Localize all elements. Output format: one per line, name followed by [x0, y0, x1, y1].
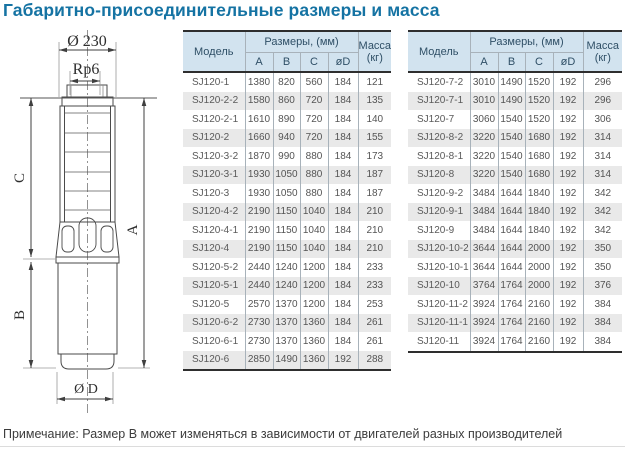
value-cell: 192 — [553, 203, 583, 222]
value-cell: 173 — [358, 147, 391, 166]
value-cell: 1540 — [498, 129, 525, 148]
col-header-model: Модель — [408, 31, 470, 72]
table-row — [183, 129, 391, 148]
model-cell: SJ120-2-1 — [192, 113, 239, 125]
value-cell: 890 — [273, 110, 300, 129]
value-cell: 192 — [553, 221, 583, 240]
value-cell: 233 — [358, 277, 391, 296]
bottom-divider — [0, 446, 625, 447]
value-cell: 350 — [583, 258, 622, 277]
model-cell: SJ120-8 — [417, 169, 455, 181]
value-cell: 184 — [328, 129, 358, 148]
table-row — [408, 240, 622, 259]
model-cell: SJ120-6-1 — [192, 335, 239, 347]
table-row — [408, 221, 622, 240]
table-row — [183, 166, 391, 185]
value-cell: 192 — [553, 129, 583, 148]
value-cell: 2730 — [245, 332, 273, 351]
value-cell: 233 — [358, 258, 391, 277]
mass-unit: (кг) — [594, 51, 611, 64]
footnote: Примечание: Размер B может изменяться в зависимости от двигателей разных производителей — [3, 427, 563, 441]
mass-unit: (кг) — [366, 51, 383, 64]
value-cell: 1840 — [525, 221, 553, 240]
table-2-body — [408, 72, 622, 352]
table-row — [408, 129, 622, 148]
value-cell: 253 — [358, 295, 391, 314]
table-row — [183, 72, 391, 92]
value-cell: 3924 — [470, 314, 498, 333]
label-dim-a: A — [125, 224, 141, 236]
value-cell: 1840 — [525, 184, 553, 203]
col-header-mass — [358, 31, 391, 72]
value-cell: 184 — [328, 184, 358, 203]
value-cell: 384 — [583, 332, 622, 352]
value-cell: 880 — [300, 147, 328, 166]
model-cell: SJ120-5-2 — [192, 261, 239, 273]
value-cell: 1870 — [245, 147, 273, 166]
value-cell: 1040 — [300, 221, 328, 240]
value-cell: 376 — [583, 277, 622, 296]
table-row — [183, 110, 391, 129]
value-cell: 820 — [273, 72, 300, 92]
value-cell: 384 — [583, 314, 622, 333]
value-cell: 314 — [583, 166, 622, 185]
table-row — [408, 332, 622, 352]
table-row — [408, 92, 622, 111]
value-cell: 2160 — [525, 332, 553, 352]
col-header-c: C — [300, 53, 328, 73]
table-row — [183, 295, 391, 314]
value-cell: 210 — [358, 203, 391, 222]
value-cell: 306 — [583, 110, 622, 129]
model-cell: SJ120-9-2 — [417, 187, 464, 199]
value-cell: 384 — [583, 295, 622, 314]
value-cell: 135 — [358, 92, 391, 111]
value-cell: 1840 — [525, 203, 553, 222]
table-row — [183, 258, 391, 277]
table-row — [408, 203, 622, 222]
model-cell: SJ120-8-2 — [417, 132, 464, 144]
value-cell: 1150 — [273, 240, 300, 259]
value-cell: 2190 — [245, 221, 273, 240]
value-cell: 3484 — [470, 221, 498, 240]
col-header-mass — [583, 31, 622, 72]
value-cell: 3010 — [470, 92, 498, 111]
value-cell: 720 — [300, 110, 328, 129]
value-cell: 2440 — [245, 258, 273, 277]
value-cell: 121 — [358, 72, 391, 92]
col-header-a: A — [470, 53, 498, 73]
table-row — [408, 277, 622, 296]
label-thread-rp6: Rp6 — [72, 61, 100, 78]
model-cell: SJ120-11 — [417, 335, 460, 347]
mass-label: Масса — [586, 39, 620, 52]
value-cell: 184 — [328, 72, 358, 92]
value-cell: 187 — [358, 184, 391, 203]
value-cell: 560 — [300, 72, 328, 92]
value-cell: 2160 — [525, 295, 553, 314]
table-row — [183, 351, 391, 371]
table-row — [408, 184, 622, 203]
value-cell: 1200 — [300, 295, 328, 314]
value-cell: 342 — [583, 203, 622, 222]
value-cell: 1040 — [300, 240, 328, 259]
table-row — [408, 147, 622, 166]
value-cell: 155 — [358, 129, 391, 148]
model-cell: SJ120-2-2 — [192, 95, 239, 107]
pump-neck — [67, 85, 107, 97]
value-cell: 1644 — [498, 203, 525, 222]
value-cell: 1764 — [498, 295, 525, 314]
value-cell: 192 — [553, 295, 583, 314]
value-cell: 1644 — [498, 240, 525, 259]
model-cell: SJ120-6-2 — [192, 317, 239, 329]
value-cell: 140 — [358, 110, 391, 129]
value-cell: 192 — [553, 258, 583, 277]
model-cell: SJ120-3-1 — [192, 169, 239, 181]
model-cell: SJ120-11-2 — [417, 298, 468, 310]
label-dim-c: C — [12, 172, 28, 184]
model-cell: SJ120-7 — [417, 113, 455, 125]
model-cell: SJ120-10 — [417, 280, 460, 292]
value-cell: 3924 — [470, 295, 498, 314]
value-cell: 1540 — [498, 110, 525, 129]
value-cell: 342 — [583, 221, 622, 240]
model-cell: SJ120-4-2 — [192, 206, 239, 218]
value-cell: 2570 — [245, 295, 273, 314]
value-cell: 192 — [553, 72, 583, 92]
model-cell: SJ120-4-1 — [192, 224, 239, 236]
model-cell: SJ120-3 — [192, 187, 230, 199]
table-row — [408, 258, 622, 277]
value-cell: 184 — [328, 92, 358, 111]
label-diameter-d: Ø D — [74, 382, 98, 397]
value-cell: 1150 — [273, 221, 300, 240]
table-1-body — [183, 72, 391, 370]
value-cell: 1930 — [245, 166, 273, 185]
value-cell: 1380 — [245, 72, 273, 92]
model-cell: SJ120-7-1 — [417, 95, 464, 107]
value-cell: 720 — [300, 129, 328, 148]
value-cell: 1050 — [273, 184, 300, 203]
value-cell: 1540 — [498, 166, 525, 185]
value-cell: 3220 — [470, 166, 498, 185]
value-cell: 1200 — [300, 258, 328, 277]
value-cell: 192 — [328, 351, 358, 371]
value-cell: 2160 — [525, 314, 553, 333]
value-cell: 860 — [273, 92, 300, 111]
model-cell: SJ120-2 — [192, 132, 230, 144]
table-row — [183, 184, 391, 203]
model-cell: SJ120-4 — [192, 243, 230, 255]
value-cell: 3484 — [470, 203, 498, 222]
value-cell: 210 — [358, 240, 391, 259]
value-cell: 1490 — [498, 72, 525, 92]
value-cell: 1610 — [245, 110, 273, 129]
value-cell: 2000 — [525, 240, 553, 259]
model-cell: SJ120-9 — [417, 224, 455, 236]
value-cell: 880 — [300, 184, 328, 203]
value-cell: 187 — [358, 166, 391, 185]
col-header-b: B — [273, 53, 300, 73]
value-cell: 2440 — [245, 277, 273, 296]
value-cell: 1680 — [525, 166, 553, 185]
value-cell: 1360 — [300, 314, 328, 333]
model-cell: SJ120-11-1 — [417, 317, 468, 329]
value-cell: 184 — [328, 240, 358, 259]
value-cell: 1240 — [273, 277, 300, 296]
label-diameter-230: Ø 230 — [67, 33, 107, 50]
table-row — [408, 295, 622, 314]
value-cell: 1520 — [525, 110, 553, 129]
value-cell: 1360 — [300, 351, 328, 371]
value-cell: 1240 — [273, 258, 300, 277]
value-cell: 3060 — [470, 110, 498, 129]
col-header-b: B — [498, 53, 525, 73]
value-cell: 3924 — [470, 332, 498, 352]
value-cell: 192 — [553, 332, 583, 352]
value-cell: 1644 — [498, 221, 525, 240]
value-cell: 342 — [583, 184, 622, 203]
value-cell: 261 — [358, 332, 391, 351]
table-row — [183, 221, 391, 240]
value-cell: 192 — [553, 166, 583, 185]
table-row — [408, 72, 622, 92]
model-cell: SJ120-3-2 — [192, 150, 239, 162]
value-cell: 1680 — [525, 147, 553, 166]
table-row — [183, 277, 391, 296]
table-row — [183, 332, 391, 351]
value-cell: 296 — [583, 72, 622, 92]
value-cell: 261 — [358, 314, 391, 333]
value-cell: 2850 — [245, 351, 273, 371]
value-cell: 184 — [328, 147, 358, 166]
value-cell: 288 — [358, 351, 391, 371]
value-cell: 1050 — [273, 166, 300, 185]
value-cell: 1490 — [498, 92, 525, 111]
value-cell: 2000 — [525, 258, 553, 277]
col-header-a: A — [245, 53, 273, 73]
value-cell: 1540 — [498, 147, 525, 166]
col-header-od: øD — [553, 53, 583, 73]
model-cell: SJ120-5 — [192, 298, 230, 310]
value-cell: 1040 — [300, 203, 328, 222]
value-cell: 1660 — [245, 129, 273, 148]
value-cell: 184 — [328, 110, 358, 129]
value-cell: 1764 — [498, 277, 525, 296]
value-cell: 210 — [358, 221, 391, 240]
value-cell: 184 — [328, 332, 358, 351]
value-cell: 1520 — [525, 92, 553, 111]
value-cell: 2190 — [245, 240, 273, 259]
value-cell: 1764 — [498, 314, 525, 333]
value-cell: 1490 — [273, 351, 300, 371]
value-cell: 990 — [273, 147, 300, 166]
model-cell: SJ120-10-1 — [417, 261, 469, 273]
model-cell: SJ120-5-1 — [192, 280, 239, 292]
col-header-dimensions-group: Размеры, (мм) — [470, 31, 583, 53]
value-cell: 3764 — [470, 277, 498, 296]
value-cell: 1370 — [273, 332, 300, 351]
col-header-od: øD — [328, 53, 358, 73]
value-cell: 184 — [328, 277, 358, 296]
value-cell: 1580 — [245, 92, 273, 111]
value-cell: 350 — [583, 240, 622, 259]
value-cell: 1930 — [245, 184, 273, 203]
value-cell: 192 — [553, 184, 583, 203]
value-cell: 1150 — [273, 203, 300, 222]
value-cell: 1360 — [300, 332, 328, 351]
model-cell: SJ120-7-2 — [417, 76, 464, 88]
value-cell: 314 — [583, 129, 622, 148]
table-row — [408, 314, 622, 333]
dimensions-table-2 — [408, 30, 622, 353]
value-cell: 940 — [273, 129, 300, 148]
dimensions-table-1 — [183, 30, 391, 371]
value-cell: 314 — [583, 147, 622, 166]
value-cell: 184 — [328, 258, 358, 277]
value-cell: 192 — [553, 277, 583, 296]
value-cell: 3484 — [470, 184, 498, 203]
mass-label: Масса — [358, 39, 392, 52]
value-cell: 3220 — [470, 147, 498, 166]
col-header-c: C — [525, 53, 553, 73]
value-cell: 184 — [328, 221, 358, 240]
value-cell: 2190 — [245, 203, 273, 222]
value-cell: 1644 — [498, 184, 525, 203]
label-dim-b: B — [12, 309, 28, 321]
model-cell: SJ120-10-2 — [417, 243, 469, 255]
value-cell: 184 — [328, 203, 358, 222]
value-cell: 720 — [300, 92, 328, 111]
page-title: Габаритно-присоединительные размеры и масса — [3, 0, 440, 20]
table-row — [408, 166, 622, 185]
table-row — [183, 314, 391, 333]
col-header-model: Модель — [183, 31, 245, 72]
value-cell: 1200 — [300, 277, 328, 296]
value-cell: 184 — [328, 295, 358, 314]
value-cell: 192 — [553, 314, 583, 333]
value-cell: 1644 — [498, 258, 525, 277]
model-cell: SJ120-6 — [192, 354, 230, 366]
value-cell: 1370 — [273, 295, 300, 314]
value-cell: 192 — [553, 147, 583, 166]
col-header-dimensions-group: Размеры, (мм) — [245, 31, 358, 53]
value-cell: 192 — [553, 110, 583, 129]
value-cell: 1520 — [525, 72, 553, 92]
table-row — [183, 203, 391, 222]
value-cell: 3010 — [470, 72, 498, 92]
value-cell: 2730 — [245, 314, 273, 333]
table-row — [183, 147, 391, 166]
model-cell: SJ120-1 — [192, 76, 230, 88]
table-row — [183, 92, 391, 111]
value-cell: 1764 — [498, 332, 525, 352]
value-cell: 192 — [553, 240, 583, 259]
model-cell: SJ120-9-1 — [417, 206, 464, 218]
table-row — [183, 240, 391, 259]
value-cell: 880 — [300, 166, 328, 185]
value-cell: 184 — [328, 166, 358, 185]
value-cell: 1370 — [273, 314, 300, 333]
value-cell: 184 — [328, 314, 358, 333]
value-cell: 2000 — [525, 277, 553, 296]
value-cell: 1680 — [525, 129, 553, 148]
model-cell: SJ120-8-1 — [417, 150, 464, 162]
value-cell: 3644 — [470, 240, 498, 259]
value-cell: 192 — [553, 92, 583, 111]
value-cell: 296 — [583, 92, 622, 111]
value-cell: 3644 — [470, 258, 498, 277]
value-cell: 3220 — [470, 129, 498, 148]
table-row — [408, 110, 622, 129]
